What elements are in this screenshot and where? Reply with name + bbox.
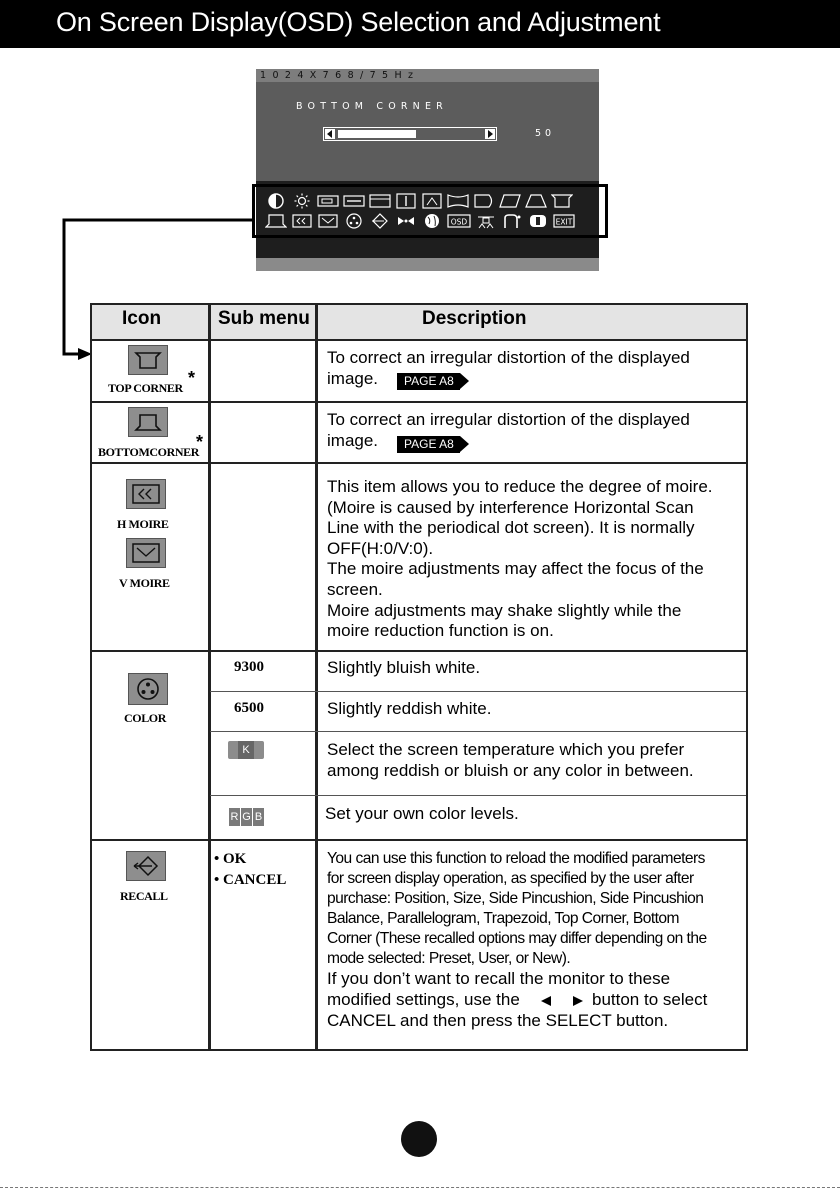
top-corner-icon bbox=[133, 349, 163, 371]
top-corner-desc-line1: To correct an irregular distortion of the displayed bbox=[327, 348, 690, 367]
osd-slider-fill bbox=[338, 130, 416, 138]
footer-dotted-line bbox=[0, 1187, 840, 1188]
h-moire-icon bbox=[131, 483, 161, 505]
moire-desc-line: moire reduction function is on. bbox=[327, 621, 554, 641]
desc-9300: Slightly bluish white. bbox=[327, 658, 481, 677]
table-header bbox=[92, 305, 746, 341]
rgb-button[interactable] bbox=[229, 808, 265, 826]
osd-value: 50 bbox=[535, 128, 556, 139]
slider-left-arrow-icon[interactable] bbox=[325, 129, 335, 139]
row-divider bbox=[210, 731, 746, 732]
osd-description-table bbox=[90, 303, 748, 1051]
rgb-b-label: B bbox=[253, 808, 264, 826]
rgb-g-label: G bbox=[241, 808, 252, 826]
recall-desc-line2a: modified settings, use the bbox=[327, 990, 520, 1009]
desc-rgb: Set your own color levels. bbox=[325, 804, 519, 823]
osd-screen bbox=[256, 69, 599, 271]
moire-desc-line: Moire adjustments may shake slightly while the bbox=[327, 600, 682, 620]
osd-icon-highlight-frame bbox=[252, 184, 608, 238]
color-temp-k-button[interactable] bbox=[228, 741, 264, 759]
bottom-corner-label: BOTTOMCORNER bbox=[98, 445, 199, 459]
moire-desc-line: The moire adjustments may affect the focus of the bbox=[327, 559, 704, 579]
note-star: * bbox=[188, 368, 196, 388]
title-bar bbox=[0, 0, 840, 48]
row-divider bbox=[210, 795, 746, 796]
recall-desc-line: mode selected: Preset, User, or New). bbox=[327, 950, 571, 967]
bottom-corner-icon bbox=[133, 411, 163, 433]
recall-desc-line: If you don’t want to recall the monitor to these bbox=[327, 969, 671, 988]
row-divider bbox=[92, 401, 746, 403]
osd-item-name: BOTTOM CORNER bbox=[296, 101, 448, 112]
page-ref-badge[interactable]: PAGE A8 bbox=[397, 373, 460, 390]
svg-text:OSD: OSD bbox=[450, 217, 468, 227]
recall-label: RECALL bbox=[120, 889, 168, 903]
recall-icon-box bbox=[126, 851, 166, 881]
moire-desc-line: This item allows you to reduce the degree of moire. bbox=[327, 477, 713, 496]
v-moire-icon bbox=[131, 542, 161, 564]
page-ref-badge[interactable]: PAGE A8 bbox=[397, 436, 460, 453]
header-description: Description bbox=[422, 308, 527, 329]
h-moire-label: H MOIRE bbox=[117, 517, 169, 531]
color-label: COLOR bbox=[124, 711, 167, 725]
moire-desc-line: OFF(H:0/V:0). bbox=[327, 538, 434, 558]
left-right-arrow-icon bbox=[540, 995, 584, 1007]
moire-desc-line: Line with the periodical dot screen). It is normally bbox=[327, 518, 695, 538]
v-moire-label: V MOIRE bbox=[119, 576, 170, 590]
bottom-corner-desc-line1: To correct an irregular distortion of the displayed bbox=[327, 410, 690, 429]
row-divider bbox=[92, 839, 746, 841]
osd-slider[interactable] bbox=[323, 127, 497, 141]
recall-desc-line: Corner (These recalled options may differ depending on the bbox=[327, 930, 707, 947]
recall-icon bbox=[131, 855, 161, 877]
desc-k-line2: among reddish or bluish or any color in between. bbox=[327, 761, 694, 780]
row-divider bbox=[210, 691, 746, 692]
row-divider bbox=[92, 650, 746, 652]
page-number-circle bbox=[401, 1121, 437, 1157]
osd-resolution: 1024X768/75Hz bbox=[260, 70, 420, 81]
top-corner-desc-line2: image. bbox=[327, 369, 379, 388]
recall-desc-line: for screen display operation, as specified by the user after bbox=[327, 870, 694, 887]
column-divider bbox=[315, 305, 318, 1049]
header-icon: Icon bbox=[122, 308, 162, 329]
svg-text:EXIT: EXIT bbox=[555, 217, 573, 227]
recall-desc-line: purchase: Position, Size, Side Pincushion, Side Pincushion bbox=[327, 890, 704, 907]
top-corner-label: TOP CORNER bbox=[108, 381, 183, 395]
color-icon-box bbox=[128, 673, 168, 705]
sub-ok[interactable]: • OK bbox=[214, 851, 247, 867]
color-temp-k-label: K bbox=[238, 741, 253, 759]
note-star: * bbox=[196, 432, 204, 452]
page-title: On Screen Display(OSD) Selection and Adjustment bbox=[56, 7, 661, 37]
recall-desc-line: You can use this function to reload the modified parameters bbox=[327, 850, 705, 867]
bottom-corner-desc-line2: image. bbox=[327, 431, 379, 450]
osd-bottom-strip bbox=[256, 258, 599, 271]
recall-desc-line: Balance, Parallelogram, Trapezoid, Top Corner, Bottom bbox=[327, 910, 679, 927]
slider-right-arrow-icon[interactable] bbox=[485, 129, 495, 139]
h-moire-icon-box bbox=[126, 479, 166, 509]
row-divider bbox=[92, 462, 746, 464]
column-divider bbox=[208, 305, 211, 1049]
desc-6500: Slightly reddish white. bbox=[327, 699, 492, 718]
desc-k-line1: Select the screen temperature which you prefer bbox=[327, 740, 685, 759]
color-icon bbox=[133, 677, 163, 701]
v-moire-icon-box bbox=[126, 538, 166, 568]
moire-desc-line: screen. bbox=[327, 580, 383, 599]
recall-desc-line3: CANCEL and then press the SELECT button. bbox=[327, 1011, 669, 1030]
rgb-r-label: R bbox=[229, 808, 240, 826]
recall-desc-line2b: button to select bbox=[592, 990, 708, 1009]
bottom-corner-icon-box bbox=[128, 407, 168, 437]
sub-6500[interactable]: 6500 bbox=[234, 700, 264, 716]
header-sub-menu: Sub menu bbox=[218, 308, 310, 329]
moire-desc-line: (Moire is caused by interference Horizontal Scan bbox=[327, 497, 694, 517]
top-corner-icon-box bbox=[128, 345, 168, 375]
sub-cancel[interactable]: • CANCEL bbox=[214, 872, 287, 888]
sub-9300[interactable]: 9300 bbox=[234, 659, 264, 675]
